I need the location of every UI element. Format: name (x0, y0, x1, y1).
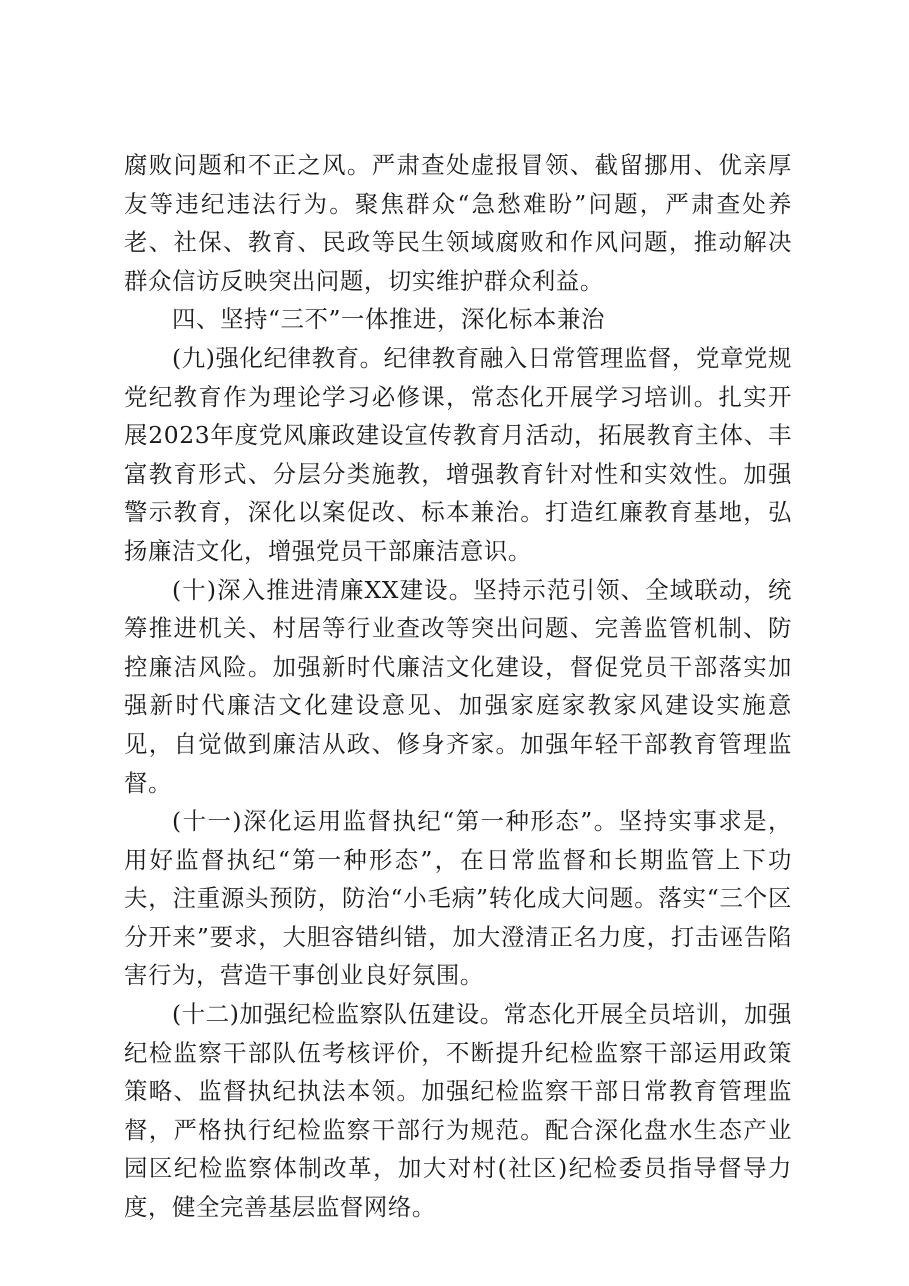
section-heading: 四、坚持“三不”一体推进，深化标本兼治 (172, 305, 605, 334)
paragraph-continuation: 腐败问题和不正之风。严肃查处虚报冒领、截留挪用、优亲厚友等违纪违法行为。聚焦群众“急愁难盼”问题，严肃查处养老、社保、教育、民政等民生领域腐败和作风问题，推动解决群众信访反映突出问题，切实维护群众利益。 (124, 151, 792, 295)
paragraph-item-9: (九)强化纪律教育。纪律教育融入日常管理监督，党章党规党纪教育作为理论学习必修课，常态化开展学习培训。扎实开展2023年度党风廉政建设宣传教育月活动，拓展教育主体、丰富教育形式、分层分类施教，增强教育针对性和实效性。加强警示教育，深化以案促改、标本兼治。打造红廉教育基地，弘扬廉洁文化，增强党员干部廉洁意识。 (124, 343, 792, 565)
paragraph-item-12: (十二)加强纪检监察队伍建设。常态化开展全员培训，加强纪检监察干部队伍考核评价，不断提升纪检监察干部运用政策策略、监督执纪执法本领。加强纪检监察干部日常教育管理监督，严格执行纪检监察干部行为规范。配合深化盘水生态产业园区纪检监察体制改革，加大对村(社区)纪检委员指导督导力度，健全完善基层监督网络。 (124, 1000, 792, 1222)
paragraph-item-10: (十)深入推进清廉XX建设。坚持示范引领、全域联动，统筹推进机关、村居等行业查改等突出问题、完善监管机制、防控廉洁风险。加强新时代廉洁文化建设，督促党员干部落实加强新时代廉洁文化建设意见、加强家庭家教家风建设实施意见，自觉做到廉洁从政、修身齐家。加强年轻干部教育管理监督。 (124, 575, 792, 797)
document-page (124, 146, 792, 1227)
paragraph-item-11: (十一)深化运用监督执纪“第一种形态”。坚持实事求是，用好监督执纪“第一种形态”，在日常监督和长期监管上下功夫，注重源头预防，防治“小毛病”转化成大问题。落实“三个区分开来”要求，大胆容错纠错，加大澄清正名力度，打击诬告陷害行为，营造干事创业良好氛围。 (124, 807, 792, 990)
